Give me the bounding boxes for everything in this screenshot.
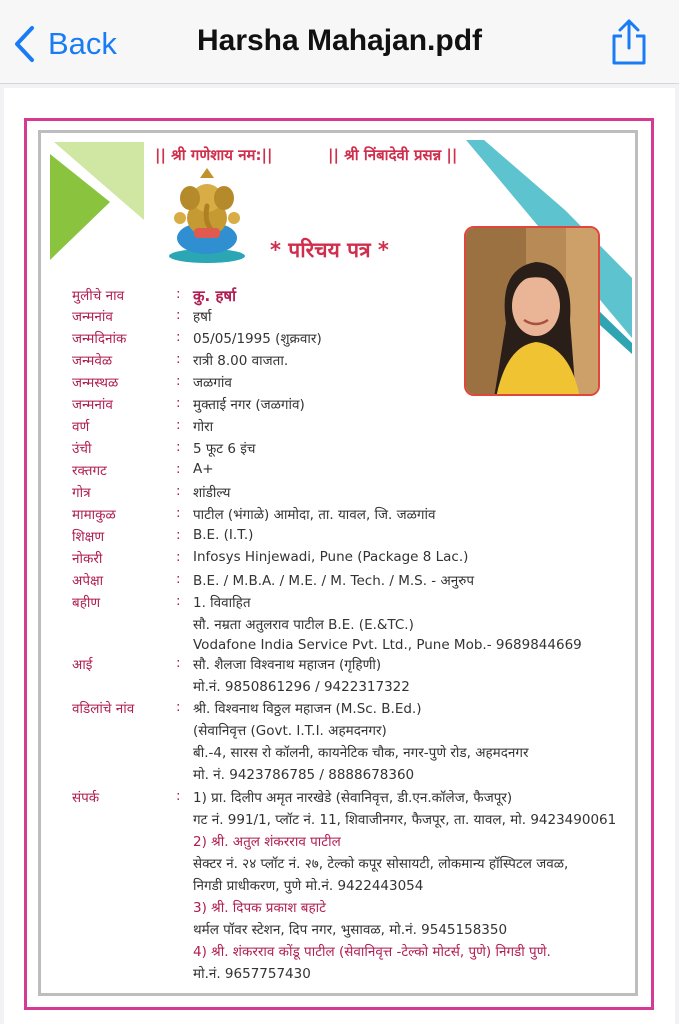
detail-row xyxy=(0,571,679,593)
detail-label: गोत्र xyxy=(72,485,91,501)
detail-row xyxy=(0,417,679,439)
detail-label: मुलीचे नाव xyxy=(72,288,125,304)
detail-value: 5 फूट 6 इंच xyxy=(193,441,256,457)
detail-value: मो. नं. 9423786785 / 8888678360 xyxy=(193,767,415,783)
detail-colon: : xyxy=(176,307,181,323)
detail-row xyxy=(0,505,679,527)
detail-value: बी.-4, सारस रो कॉलनी, कायनेटिक चौक, नगर-पुणे रोड, अहमदनगर xyxy=(193,745,529,761)
detail-row xyxy=(0,483,679,505)
detail-label: जन्मवेळ xyxy=(72,353,113,369)
detail-value: सौ. शैलजा विश्वनाथ महाजन (गृहिणी) xyxy=(193,657,382,673)
detail-value: Vodafone India Service Pvt. Ltd., Pune Mob.- 9689844669 xyxy=(193,637,582,653)
detail-row xyxy=(0,964,679,986)
detail-row xyxy=(0,721,679,743)
detail-label: वर्ण xyxy=(72,419,90,435)
detail-value: शांडील्य xyxy=(193,485,231,501)
detail-colon: : xyxy=(176,655,181,671)
detail-value: 3) श्री. दिपक प्रकाश बहाटे xyxy=(193,900,326,916)
detail-value: थर्मल पॉवर स्टेशन, दिप नगर, भुसावळ, मो.नं. 9545158350 xyxy=(193,922,508,938)
heading-parichay-patra: * परिचय पत्र * xyxy=(270,238,389,262)
detail-row xyxy=(0,942,679,964)
detail-value: मो.नं. 9850861296 / 9422317322 xyxy=(193,679,410,695)
detail-row xyxy=(0,832,679,854)
detail-row xyxy=(0,593,679,615)
detail-colon: : xyxy=(176,417,181,433)
detail-value: A+ xyxy=(193,461,214,477)
detail-colon: : xyxy=(176,527,181,543)
detail-colon: : xyxy=(176,461,181,477)
detail-value: हर्षा xyxy=(193,309,212,325)
detail-row xyxy=(0,307,679,329)
detail-value: कु. हर्षा xyxy=(193,287,236,305)
detail-colon: : xyxy=(176,395,181,411)
detail-row xyxy=(0,788,679,810)
detail-value: श्री. विश्वनाथ विठ्ठल महाजन (M.Sc. B.Ed.) xyxy=(193,701,422,717)
detail-row xyxy=(0,655,679,677)
detail-value: सौ. नम्रता अतुलराव पाटील B.E. (E.&TC.) xyxy=(193,617,414,633)
detail-row xyxy=(0,743,679,765)
detail-row xyxy=(0,765,679,787)
detail-colon: : xyxy=(176,483,181,499)
detail-row xyxy=(0,810,679,832)
document-title: Harsha Mahajan.pdf xyxy=(196,24,483,57)
detail-value: Infosys Hinjewadi, Pune (Package 8 Lac.) xyxy=(193,549,469,565)
detail-value: जळगांव xyxy=(193,375,232,391)
header-invocation-left: || श्री गणेशाय नम:|| xyxy=(155,146,273,164)
detail-value: 2) श्री. अतुल शंकरराव पाटील xyxy=(193,834,341,850)
detail-value: सेक्टर नं. २४ प्लॉट नं. २७, टेल्को कपूर सोसायटी, लोकमान्य हॉस्पिटल जवळ, xyxy=(193,856,569,872)
detail-colon: : xyxy=(176,788,181,804)
detail-row xyxy=(0,677,679,699)
detail-row xyxy=(0,395,679,417)
header-invocation-right: || श्री निंबादेवी प्रसन्न || xyxy=(328,146,458,164)
detail-value: 4) श्री. शंकरराव कोंडू पाटील (सेवानिवृत्त -टेल्को मोटर्स, पुणे) निगडी पुणे. xyxy=(193,944,551,960)
detail-colon: : xyxy=(176,351,181,367)
detail-value: B.E. / M.B.A. / M.E. / M. Tech. / M.S. - अनुरुप xyxy=(193,573,474,589)
detail-colon: : xyxy=(176,329,181,345)
detail-value: मो.नं. 9657757430 xyxy=(193,966,311,982)
detail-label: रक्तगट xyxy=(72,463,107,479)
detail-value: B.E. (I.T.) xyxy=(193,527,254,543)
detail-label: वडिलांचे नांव xyxy=(72,701,135,717)
detail-row xyxy=(0,615,679,637)
detail-value: निगडी प्राधीकरण, पुणे मो.नं. 9422443054 xyxy=(193,878,424,894)
detail-row xyxy=(0,898,679,920)
navigation-bar xyxy=(0,0,679,84)
detail-row xyxy=(0,699,679,721)
detail-label: बहीण xyxy=(72,595,101,611)
detail-colon: : xyxy=(176,505,181,521)
detail-value: 05/05/1995 (शुक्रवार) xyxy=(193,331,322,347)
detail-colon: : xyxy=(176,373,181,389)
detail-value: 1. विवाहित xyxy=(193,595,251,611)
detail-row xyxy=(0,854,679,876)
detail-row xyxy=(0,439,679,461)
detail-value: 1) प्रा. दिलीप अमृत नारखेडे (सेवानिवृत्त, डी.एन.कॉलेज, फैजपूर) xyxy=(193,790,513,806)
share-icon[interactable] xyxy=(609,18,649,66)
detail-row xyxy=(0,286,679,308)
back-label: Back xyxy=(48,26,117,61)
detail-label: उंची xyxy=(72,441,92,457)
detail-colon: : xyxy=(176,439,181,455)
detail-row xyxy=(0,351,679,373)
detail-label: आई xyxy=(72,657,93,673)
detail-label: अपेक्षा xyxy=(72,573,104,589)
detail-label: जन्मनांव xyxy=(72,397,113,413)
detail-row xyxy=(0,920,679,942)
detail-row xyxy=(0,373,679,395)
detail-value: गोरा xyxy=(193,419,214,435)
detail-row xyxy=(0,329,679,351)
detail-label: नोकरी xyxy=(72,551,103,567)
detail-row xyxy=(0,461,679,483)
detail-value: गट नं. 991/1, प्लॉट नं. 11, शिवाजीनगर, फैजपूर, ता. यावल, मो. 9423490061 xyxy=(193,812,617,828)
detail-colon: : xyxy=(176,593,181,609)
detail-row xyxy=(0,549,679,571)
detail-row xyxy=(0,527,679,549)
detail-colon: : xyxy=(176,571,181,587)
detail-label: जन्मनांव xyxy=(72,309,113,325)
detail-colon: : xyxy=(176,286,181,302)
detail-value: पाटील (भंगाळे) आमोदा, ता. यावल, जि. जळगांव xyxy=(193,507,436,523)
detail-colon: : xyxy=(176,549,181,565)
detail-value: (सेवानिवृत्त (Govt. I.T.I. अहमदनगर) xyxy=(193,723,387,739)
ganesh-idol-image xyxy=(160,168,254,264)
detail-row xyxy=(0,876,679,898)
detail-label: मामाकुळ xyxy=(72,507,116,523)
detail-value: रात्री 8.00 वाजता. xyxy=(193,353,289,369)
decor-left-triangles xyxy=(48,140,148,264)
detail-label: संपर्क xyxy=(72,790,100,806)
detail-value: मुक्ताई नगर (जळगांव) xyxy=(193,397,305,413)
detail-colon: : xyxy=(176,699,181,715)
detail-label: जन्मदिनांक xyxy=(72,331,127,347)
detail-label: शिक्षण xyxy=(72,529,105,545)
detail-label: जन्मस्थळ xyxy=(72,375,119,391)
